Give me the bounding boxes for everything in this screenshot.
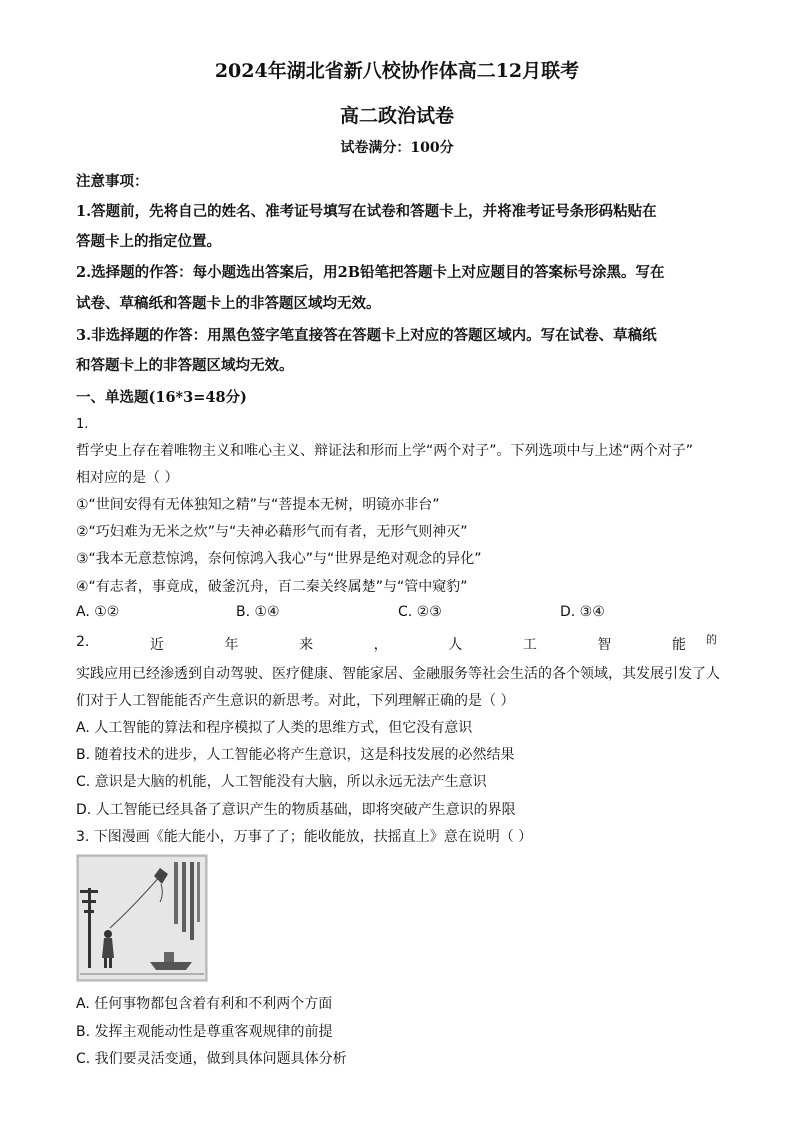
q3-option-c[interactable]: C. 我们要灵活变通，做到具体问题具体分析 [76, 1051, 347, 1067]
q2-option-b[interactable]: B. 随着技术的进步，人工智能必将产生意识，这是科技发展的必然结果 [76, 747, 515, 763]
q2-char: 工 [522, 637, 537, 653]
q2-option-d[interactable]: D. 人工智能已经具备了意识产生的物质基础，即将突破产生意识的界限 [76, 802, 516, 818]
notice-heading: 注意事项： [76, 173, 149, 190]
q2-char: 人 [448, 637, 463, 653]
q2-option-a[interactable]: A. 人工智能的算法和程序模拟了人类的思维方式，但它没有意识 [76, 720, 473, 736]
notice-line: 3.非选择题的作答：用黑色签字笔直接答在答题卡上对应的答题区域内。写在试卷、草稿纸 [76, 327, 657, 344]
q2-number: 2. [76, 634, 90, 650]
q1-item: ②“巧妇难为无米之炊”与“夫神必藉形气而有者，无形气则神灭” [76, 524, 468, 540]
notice-line: 2.选择题的作答：每小题选出答案后，用2B铅笔把答题卡上对应题目的答案标号涂黑。写在 [76, 264, 665, 281]
notice-line: 1.答题前，先将自己的姓名、准考证号填写在试卷和答题卡上，并将准考证号条形码粘贴在 [76, 203, 657, 220]
q3-stem: 3. 下图漫画《能大能小，万事了了；能收能放，扶摇直上》意在说明（ ） [76, 829, 533, 845]
q1-stem: 哲学史上存在着唯物主义和唯心主义、辩证法和形而上学“两个对子”。下列选项中与上述“两个对子” [76, 443, 694, 459]
q2-first-line [76, 634, 716, 654]
exam-subtitle: 高二政治试卷 [339, 105, 454, 127]
q2-char: 年 [224, 637, 239, 653]
q2-char: 近 [149, 637, 164, 653]
q3-option-b[interactable]: B. 发挥主观能动性是尊重客观规律的前提 [76, 1024, 333, 1040]
q1-number: 1. [76, 417, 89, 432]
q1-stem: 相对应的是（ ） [76, 470, 179, 486]
notice-line: 答题卡上的指定位置。 [76, 233, 221, 250]
q1-option-c[interactable]: C. ②③ [398, 604, 442, 620]
exam-title: 2024年湖北省新八校协作体高二12月联考 [214, 60, 580, 82]
q1-option-b[interactable]: B. ①④ [236, 604, 280, 620]
q2-char: 能 [671, 637, 686, 653]
q1-item: ④“有志者，事竟成，破釜沉舟，百二秦关终属楚”与“管中窥豹” [76, 579, 468, 595]
full-score: 试卷满分：100分 [340, 140, 454, 156]
q2-stem: 们对于人工智能能否产生意识的新思考。对此，下列理解正确的是（ ） [76, 693, 515, 709]
q1-option-d[interactable]: D. ③④ [560, 604, 605, 620]
q2-char: 来 [299, 637, 314, 653]
q2-stem: 实践应用已经渗透到自动驾驶、医疗健康、智能家居、金融服务等社会生活的各个领域，其发展引发了人 [76, 666, 720, 682]
q2-char: ， [373, 637, 388, 653]
q3-option-a[interactable]: A. 任何事物都包含着有利和不利两个方面 [76, 996, 333, 1012]
q1-option-a[interactable]: A. ①② [76, 604, 120, 620]
q2-char: 智 [597, 637, 612, 653]
q2-option-c[interactable]: C. 意识是大脑的机能，人工智能没有大脑，所以永远无法产生意识 [76, 774, 487, 790]
q1-item: ③“我本无意惹惊鸿，奈何惊鸿入我心”与“世界是绝对观念的异化” [76, 551, 482, 567]
notice-line: 和答题卡上的非答题区域均无效。 [76, 357, 294, 374]
section-title: 一、单选题(16*3=48分) [76, 389, 247, 406]
notice-line: 试卷、草稿纸和答题卡上的非答题区域均无效。 [76, 295, 381, 312]
q1-item: ①“世间安得有无体独知之精”与“菩提本无树，明镜亦非台” [76, 497, 440, 513]
q2-superscript-char: 的 [706, 633, 717, 646]
kite-cartoon-image [76, 854, 208, 982]
